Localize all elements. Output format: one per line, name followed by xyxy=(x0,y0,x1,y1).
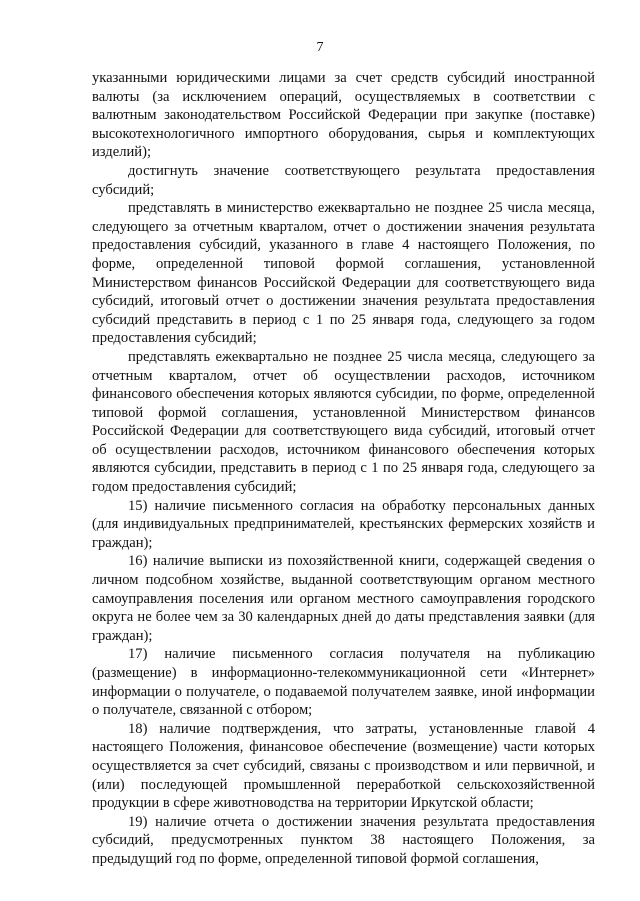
paragraph: представлять ежеквартально не позднее 25 числа месяца, следующего за отчетным кварталом, отчет об осуществлении расходов, источником финансового обеспечения которых являются субсидии, по форме, определенной типовой формой соглашения, установленной Министерством финансов Российской Федерации для соответствующего вида субсидий, итоговый отчет об осуществлении расходов, источником финансового обеспечения которых являются субсидии, представить в период с 1 по 25 января года, следующего за годом предоставления субсидий; xyxy=(92,348,595,496)
paragraph-continuation: указанными юридическими лицами за счет средств субсидий иностранной валюты (за исключением операций, осуществляемых в соответствии с валютным законодательством Российской Федерации при закупке (поставке) высокотехнологичного импортного оборудования, сырья и комплектующих изделий); xyxy=(92,70,595,161)
page-number: 7 xyxy=(316,40,324,55)
paragraph: представлять в министерство ежеквартально не позднее 25 числа месяца, следующего за отчетным кварталом, отчет о достижении значения результата предоставления субсидий, указанного в главе 4 настоящего Положения, по форме, определенной типовой формой соглашения, установленной Министерством финансов Российской Федерации для соответствующего вида субсидий, итоговый отчет о достижении значения результата предоставления субсидий представить в период с 1 по 25 января года, следующего за годом предоставления субсидий; xyxy=(92,200,595,347)
document-body xyxy=(92,69,595,869)
list-item-15: 15) наличие письменного согласия на обработку персональных данных (для индивидуальных предпринимателей, крестьянских фермерских хозяйств и граждан); xyxy=(92,497,595,551)
list-item-16: 16) наличие выписки из похозяйственной книги, содержащей сведения о личном подсобном хозяйстве, выданной соответствующим органом местного самоуправления поселения или органом местного самоуправления городского округа не более чем за 30 календарных дней до даты представления заявки (для граждан); xyxy=(92,553,595,644)
list-item-17: 17) наличие письменного согласия получателя на публикацию (размещение) в информационно-телекоммуникационной сети «Интернет» информации о получателе, о подаваемой получателем заявке, иной информации о получателе, связанной с отбором; xyxy=(92,646,595,719)
list-item-18: 18) наличие подтверждения, что затраты, установленные главой 4 настоящего Положения, финансовое обеспечение (возмещение) части которых осуществляется за счет субсидий, связаны с производством и или первичной, и (или) последующей промышленной переработкой сельскохозяйственной продукции в сфере животноводства на территории Иркутской области; xyxy=(92,720,595,812)
list-item-19: 19) наличие отчета о достижении значения результата предоставления субсидий, предусмотренных пунктом 38 настоящего Положения, за предыдущий год по форме, определенной типовой формой соглашения, xyxy=(92,813,595,867)
paragraph: достигнуть значение соответствующего результата предоставления субсидий; xyxy=(92,162,595,198)
